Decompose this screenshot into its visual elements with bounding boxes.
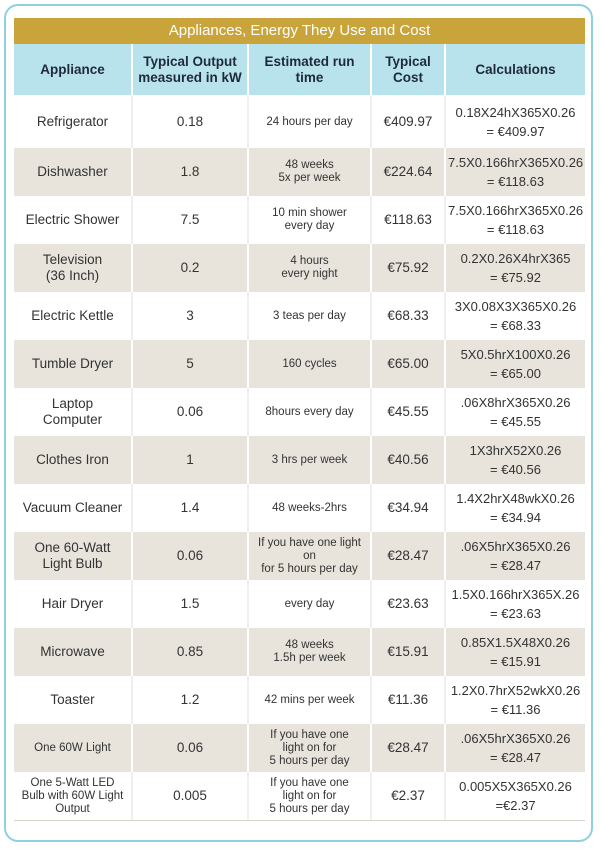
appliance-cost-table [14, 18, 585, 821]
cell-calculation: .06X5hrX365X0.26 = €28.47 [444, 724, 585, 772]
cell-cost: €34.94 [370, 484, 444, 532]
cell-appliance: Television (36 Inch) [14, 244, 131, 292]
cell-appliance: Refrigerator [14, 96, 131, 148]
cell-cost: €118.63 [370, 196, 444, 244]
cell-calculation: 1.5X0.166hrX365X.26 = €23.63 [444, 580, 585, 628]
cell-runtime: 160 cycles [247, 340, 370, 388]
table-row [14, 484, 585, 532]
cell-calculation: 0.005X5X365X0.26 =€2.37 [444, 772, 585, 820]
cell-cost: €28.47 [370, 532, 444, 580]
table-row [14, 436, 585, 484]
cell-output: 1 [131, 436, 247, 484]
cell-cost: €45.55 [370, 388, 444, 436]
cell-cost: €65.00 [370, 340, 444, 388]
cell-cost: €224.64 [370, 148, 444, 196]
cell-appliance: Electric Shower [14, 196, 131, 244]
cell-runtime: 4 hours every night [247, 244, 370, 292]
cell-cost: €68.33 [370, 292, 444, 340]
cell-runtime: every day [247, 580, 370, 628]
cell-calculation: 1.4X2hrX48wkX0.26 = €34.94 [444, 484, 585, 532]
cell-calculation: 7.5X0.166hrX365X0.26 = €118.63 [444, 196, 585, 244]
cell-runtime: 48 weeks-2hrs [247, 484, 370, 532]
cell-appliance: Clothes Iron [14, 436, 131, 484]
header-runtime: Estimated run time [247, 44, 370, 96]
cell-appliance: Toaster [14, 676, 131, 724]
cell-output: 0.85 [131, 628, 247, 676]
cell-output: 0.06 [131, 532, 247, 580]
cell-appliance: Microwave [14, 628, 131, 676]
cell-runtime: 24 hours per day [247, 96, 370, 148]
table-row [14, 532, 585, 580]
cell-cost: €2.37 [370, 772, 444, 820]
cell-appliance: Hair Dryer [14, 580, 131, 628]
table-row [14, 772, 585, 820]
cell-runtime: 42 mins per week [247, 676, 370, 724]
cell-output: 0.2 [131, 244, 247, 292]
cell-calculation: .06X8hrX365X0.26 = €45.55 [444, 388, 585, 436]
cell-cost: €23.63 [370, 580, 444, 628]
cell-runtime: If you have one light on for 5 hours per day [247, 532, 370, 580]
cell-runtime: If you have one light on for 5 hours per day [247, 724, 370, 772]
cell-appliance: Laptop Computer [14, 388, 131, 436]
cell-appliance: Vacuum Cleaner [14, 484, 131, 532]
header-calculations: Calculations [444, 44, 585, 96]
cell-output: 1.5 [131, 580, 247, 628]
cell-output: 0.06 [131, 388, 247, 436]
header-output: Typical Output measured in kW [131, 44, 247, 96]
cell-output: 1.2 [131, 676, 247, 724]
cell-runtime: 3 hrs per week [247, 436, 370, 484]
cell-calculation: 1X3hrX52X0.26 = €40.56 [444, 436, 585, 484]
cell-output: 0.005 [131, 772, 247, 820]
header-row [14, 44, 585, 96]
cell-appliance: Electric Kettle [14, 292, 131, 340]
cell-calculation: 0.18X24hX365X0.26 = €409.97 [444, 96, 585, 148]
cell-calculation: 3X0.08X3X365X0.26 = €68.33 [444, 292, 585, 340]
cell-runtime: If you have one light on for 5 hours per day [247, 772, 370, 820]
cell-output: 5 [131, 340, 247, 388]
cell-cost: €75.92 [370, 244, 444, 292]
table-row [14, 244, 585, 292]
cell-runtime: 48 weeks 5x per week [247, 148, 370, 196]
cell-calculation: .06X5hrX365X0.26 = €28.47 [444, 532, 585, 580]
table-row [14, 340, 585, 388]
cell-output: 1.4 [131, 484, 247, 532]
cell-calculation: 0.2X0.26X4hrX365 = €75.92 [444, 244, 585, 292]
header-cost: Typical Cost [370, 44, 444, 96]
cell-appliance: One 60-Watt Light Bulb [14, 532, 131, 580]
cell-calculation: 1.2X0.7hrX52wkX0.26 = €11.36 [444, 676, 585, 724]
table-row [14, 292, 585, 340]
cell-appliance: Dishwasher [14, 148, 131, 196]
header-appliance: Appliance [14, 44, 131, 96]
table-row [14, 388, 585, 436]
data-table [14, 44, 585, 820]
table-row [14, 196, 585, 244]
cell-calculation: 5X0.5hrX100X0.26 = €65.00 [444, 340, 585, 388]
cell-output: 0.18 [131, 96, 247, 148]
cell-appliance: One 60W Light [14, 724, 131, 772]
cell-runtime: 8hours every day [247, 388, 370, 436]
table-row [14, 676, 585, 724]
cell-cost: €11.36 [370, 676, 444, 724]
cell-output: 0.06 [131, 724, 247, 772]
cell-output: 1.8 [131, 148, 247, 196]
table-row [14, 580, 585, 628]
cell-output: 3 [131, 292, 247, 340]
cell-runtime: 3 teas per day [247, 292, 370, 340]
cell-runtime: 48 weeks 1.5h per week [247, 628, 370, 676]
table-row [14, 724, 585, 772]
cell-cost: €409.97 [370, 96, 444, 148]
cell-appliance: One 5-Watt LED Bulb with 60W Light Output [14, 772, 131, 820]
cell-cost: €15.91 [370, 628, 444, 676]
table-bottom-rule [14, 820, 585, 821]
cell-appliance: Tumble Dryer [14, 340, 131, 388]
table-row [14, 96, 585, 148]
table-row [14, 148, 585, 196]
cell-cost: €40.56 [370, 436, 444, 484]
cell-output: 7.5 [131, 196, 247, 244]
cell-calculation: 0.85X1.5X48X0.26 = €15.91 [444, 628, 585, 676]
table-row [14, 628, 585, 676]
table-body [14, 96, 585, 820]
cell-runtime: 10 min shower every day [247, 196, 370, 244]
cell-cost: €28.47 [370, 724, 444, 772]
cell-calculation: 7.5X0.166hrX365X0.26 = €118.63 [444, 148, 585, 196]
table-title: Appliances, Energy They Use and Cost [14, 18, 585, 44]
